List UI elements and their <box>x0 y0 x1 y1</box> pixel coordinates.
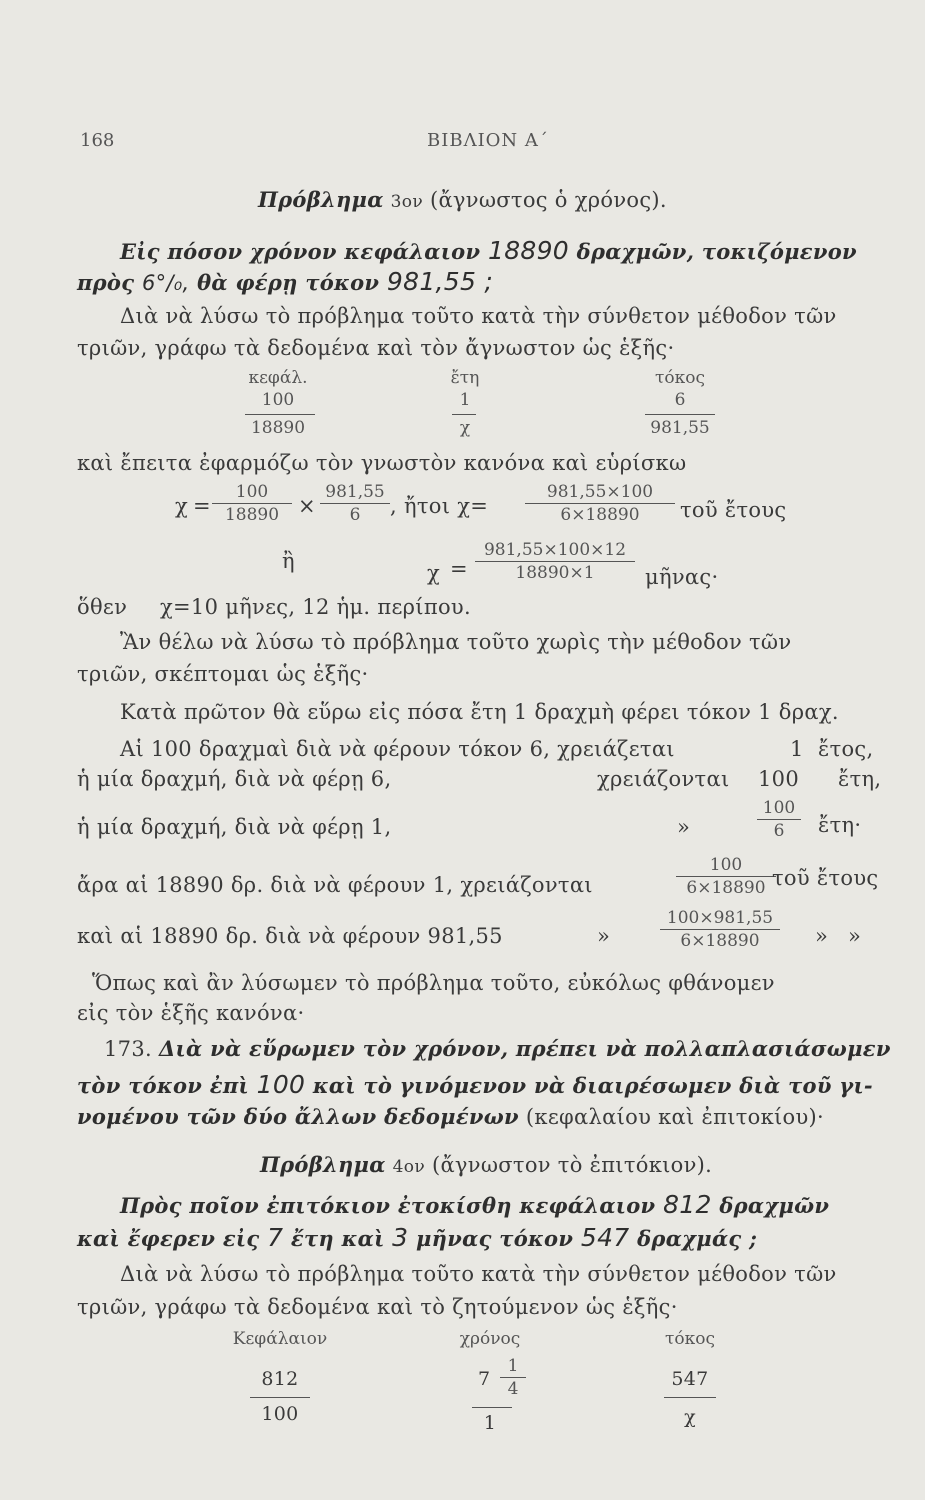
rule173-text2b: καὶ τὸ γινόμενον νὰ διαιρέσωμεν διὰ τοῦ γι- <box>312 1073 873 1098</box>
t1-r2-interest: 981,55 <box>650 418 710 438</box>
eq1-frac2-den: 6 <box>349 505 361 525</box>
t1-header-interest: τόκος <box>654 368 706 388</box>
problem3-title: Πρόβλημα <box>258 187 384 212</box>
p2: καὶ ἔπειτα ἐφαρμόζω τὸν γνωστὸν κανόνα καὶ εὑρίσκω <box>77 451 687 475</box>
rule173-text2a: τὸν τόκον ἐπὶ <box>77 1073 249 1098</box>
eq2-x: χ <box>427 561 441 585</box>
q1-text-a: Εἰς πόσον χρόνον κεφάλαιον <box>120 239 481 264</box>
r1-a: Αἱ 100 δραχμαὶ διὰ νὰ φέρουν τόκον 6, χρειάζεται <box>120 737 675 761</box>
eq1-times: × <box>298 494 316 518</box>
r2-b: χρειάζονται <box>597 767 730 791</box>
problem4-heading <box>260 1152 712 1177</box>
p4q2-years: 7 <box>267 1223 284 1252</box>
eq2-tail: μῆνας· <box>645 565 719 589</box>
r3-frac-num: 100 <box>757 798 801 820</box>
r1-b: 1 <box>790 737 804 761</box>
q2-text-a: πρὸς <box>77 270 135 295</box>
p4q2-a: καὶ ἔφερεν εἰς <box>77 1226 260 1251</box>
running-title: ΒΙΒΛΙΟΝ Α΄ <box>427 130 549 151</box>
r2-a: ἡ μία δραχμή, διὰ νὰ φέρῃ 6, <box>77 767 392 791</box>
q2-text-b: θὰ φέρῃ τόκον <box>197 270 380 295</box>
p3-line2: τριῶν, σκέπτομαι ὡς ἑξῆς· <box>77 662 369 686</box>
p3-line1: Ἂν θέλω νὰ λύσω τὸ πρόβλημα τοῦτο χωρὶς τὴν μέθοδον τῶν <box>120 630 792 654</box>
r2-d: ἔτη, <box>838 767 882 791</box>
rule173-number: 173. <box>104 1037 152 1061</box>
eq2-eq: = <box>450 557 468 581</box>
eq1-x: χ <box>175 494 189 518</box>
t1-header-capital: κεφάλ. <box>248 368 308 388</box>
r3-frac <box>757 798 801 841</box>
eq1-frac2 <box>320 482 390 525</box>
problem4-question-line1 <box>120 1190 829 1219</box>
t1-r1-interest: 6 <box>674 390 686 410</box>
r5-quote2: » <box>815 924 829 948</box>
eq1-itoi: , ἤτοι χ= <box>390 494 489 518</box>
r5-frac <box>660 908 780 951</box>
t2-r1-frac-num: 1 <box>500 1356 526 1378</box>
p4-para-line2: τριῶν, γράφω τὰ δεδομένα καὶ τὸ ζητούμενον ὡς ἑξῆς· <box>77 1295 678 1319</box>
r3-quote: » <box>677 815 691 839</box>
t2-r2-interest: χ <box>684 1406 696 1428</box>
eq1-eq: = <box>193 494 211 518</box>
eq2-frac <box>475 540 635 583</box>
rule173-text3b: (κεφαλαίου καὶ ἐπιτοκίου)· <box>525 1105 825 1129</box>
eq1-frac1 <box>212 482 292 525</box>
t2-r1-whole: 7 <box>478 1368 491 1390</box>
r3-frac-den: 6 <box>773 821 785 841</box>
eq1-frac2-num: 981,55 <box>320 482 390 504</box>
eq1-frac3-num: 981,55×100 <box>525 482 675 504</box>
r5-frac-num: 100×981,55 <box>660 908 780 930</box>
t1-r2-years: χ <box>459 418 471 438</box>
t1-rule-capital <box>245 414 315 415</box>
q2-interest-number: 981,55 ; <box>386 267 494 296</box>
p5-line2: εἰς τὸν ἑξῆς κανόνα· <box>77 1001 305 1025</box>
r5-quote3: » <box>848 924 862 948</box>
t2-header-capital: Κεφάλαιον <box>232 1329 328 1349</box>
r5-a: καὶ αἱ 18890 δρ. διὰ νὰ φέρουν 981,55 <box>77 924 503 948</box>
t1-rule-interest <box>645 414 715 415</box>
t2-r2-time: 1 <box>483 1412 497 1434</box>
eq1-frac3 <box>525 482 675 525</box>
problem3-number: 3ον <box>390 192 423 212</box>
result-label: ὅθεν <box>77 595 128 619</box>
q1-capital-number: 18890 <box>487 236 570 265</box>
eq1-frac3-den: 6×18890 <box>560 505 640 525</box>
rule173-line3 <box>77 1104 824 1129</box>
p4: Κατὰ πρῶτον θὰ εὕρω εἰς πόσα ἔτη 1 δραχμὴ φέρει τόκον 1 δραχ. <box>120 700 839 724</box>
r3-a: ἡ μία δραχμή, διὰ νὰ φέρῃ 1, <box>77 815 392 839</box>
p1-line2: τριῶν, γράφω τὰ δεδομένα καὶ τὸν ἄγνωστον ὡς ἑξῆς· <box>77 336 675 360</box>
t2-r1-interest: 547 <box>671 1368 709 1390</box>
p4q2-c: μῆνας τόκον <box>416 1226 574 1251</box>
p4q1-a: Πρὸς ποῖον ἐπιτόκιον ἐτοκίσθη κεφάλαιον <box>120 1193 656 1218</box>
r1-c: ἔτος, <box>818 737 874 761</box>
problem4-title: Πρόβλημα <box>260 1152 386 1177</box>
problem3-question-line1 <box>120 236 857 265</box>
t1-r1-capital: 100 <box>261 390 295 410</box>
rule173-hundred: 100 <box>256 1070 306 1099</box>
eq1-frac1-den: 18890 <box>224 505 280 525</box>
rule173-text1: Διὰ νὰ εὕρωμεν τὸν χρόνον, πρέπει νὰ πολλαπλασιάσωμεν <box>158 1036 891 1061</box>
p1-line1: Διὰ νὰ λύσω τὸ πρόβλημα τοῦτο κατὰ τὴν σύνθετον μέθοδον τῶν <box>120 304 837 328</box>
rule173-line1 <box>104 1036 891 1061</box>
r4-d: τοῦ ἔτους <box>772 866 879 890</box>
result-value: χ=10 μῆνες, 12 ἡμ. περίπου. <box>160 595 471 619</box>
p4q2-b: ἔτη καὶ <box>290 1226 385 1251</box>
t1-r1-years: 1 <box>459 390 471 410</box>
t2-r1-capital: 812 <box>261 1368 299 1390</box>
problem4-subtitle: (ἄγνωστον τὸ ἐπιτόκιον). <box>431 1153 713 1177</box>
t1-header-years: ἔτη <box>450 368 480 388</box>
t2-header-interest: τόκος <box>664 1329 716 1349</box>
p4q2-interest: 547 <box>580 1223 630 1252</box>
problem3-question-line2 <box>77 267 493 296</box>
p5-line1: Ὅπως καὶ ἂν λύσωμεν τὸ πρόβλημα τοῦτο, εὐκόλως φθάνομεν <box>92 971 775 995</box>
t2-header-time: χρόνος <box>459 1329 521 1349</box>
t2-rule-interest <box>664 1397 716 1398</box>
q1-text-b: δραχμῶν, τοκιζόμενον <box>576 239 857 264</box>
t2-r2-capital: 100 <box>261 1403 299 1425</box>
r2-c: 100 <box>758 767 799 791</box>
t1-rule-years <box>452 414 476 415</box>
p4-para-line1: Διὰ νὰ λύσω τὸ πρόβλημα τοῦτο κατὰ τὴν σύνθετον μέθοδον τῶν <box>120 1262 837 1286</box>
eq1-tail: τοῦ ἔτους <box>680 498 787 522</box>
p4q1-b: δραχμῶν <box>719 1193 830 1218</box>
rule173-line2 <box>77 1070 873 1099</box>
r4-a: ἄρα αἱ 18890 δρ. διὰ νὰ φέρουν 1, χρειάζονται <box>77 873 593 897</box>
r4-frac <box>676 855 776 898</box>
p4q1-capital: 812 <box>663 1190 712 1219</box>
problem4-question-line2 <box>77 1223 757 1252</box>
eq1-frac1-num: 100 <box>212 482 292 504</box>
r3-d: ἔτη· <box>818 813 862 837</box>
p4q2-months: 3 <box>392 1223 409 1252</box>
p4q2-d: δραχμάς ; <box>637 1226 758 1251</box>
page-number: 168 <box>80 130 115 151</box>
eq2-or: ἢ <box>282 549 295 573</box>
r4-frac-den: 6×18890 <box>686 878 766 898</box>
r5-quote: » <box>597 924 611 948</box>
t2-r1-frac-den: 4 <box>507 1379 519 1399</box>
q2-rate: 6°/₀, <box>141 271 190 295</box>
t2-rule-capital <box>250 1397 310 1398</box>
t2-rule-time <box>472 1407 512 1408</box>
problem3-heading <box>258 187 667 212</box>
t1-r2-capital: 18890 <box>250 418 306 438</box>
problem3-subtitle: (ἄγνωστος ὁ χρόνος). <box>429 188 667 212</box>
r4-frac-num: 100 <box>676 855 776 877</box>
t2-r1-frac <box>500 1356 526 1399</box>
eq2-frac-den: 18890×1 <box>515 563 595 583</box>
eq2-frac-num: 981,55×100×12 <box>475 540 635 562</box>
problem4-number: 4ον <box>392 1157 425 1177</box>
r5-frac-den: 6×18890 <box>680 931 760 951</box>
rule173-text3a: νομένου τῶν δύο ἄλλων δεδομένων <box>77 1104 519 1129</box>
